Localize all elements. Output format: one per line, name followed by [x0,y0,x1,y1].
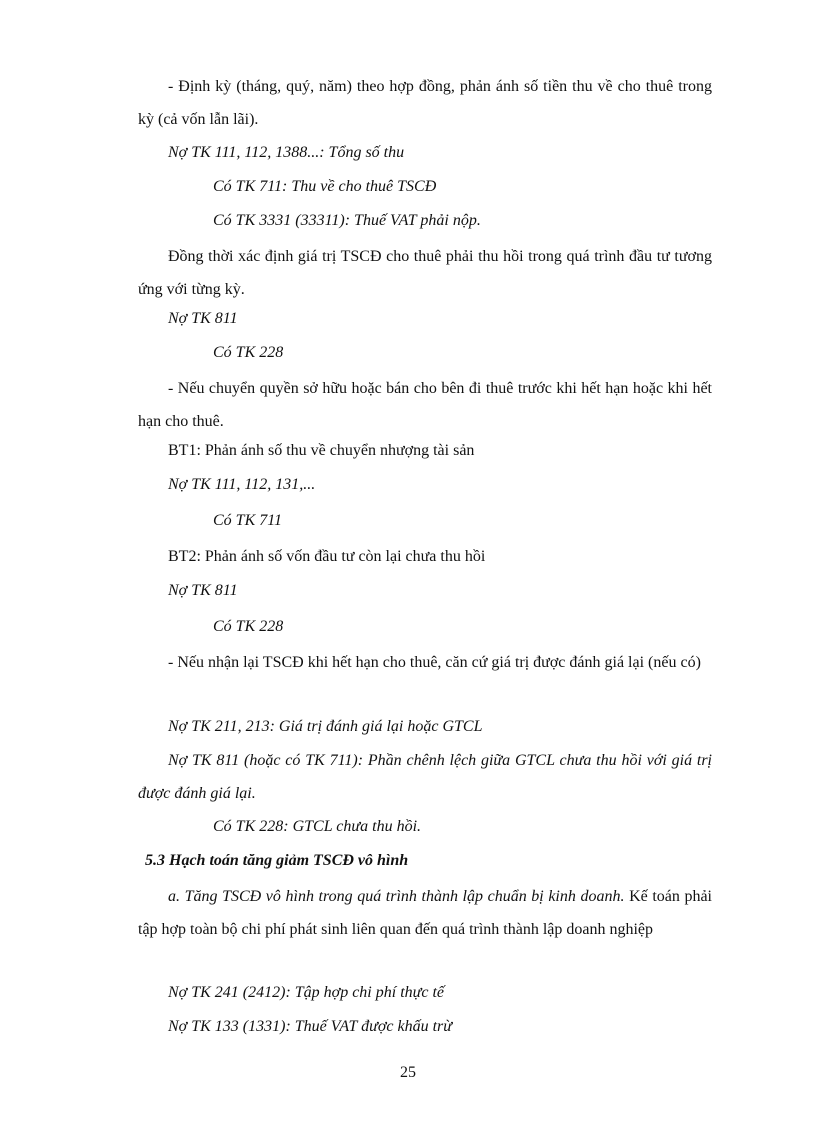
paragraph-recover-value: Đồng thời xác định giá trị TSCĐ cho thuê phải thu hồi trong quá trình đầu tư tương ứng với từng kỳ. [138,248,712,298]
paragraph-bt1: BT1: Phản ánh số thu về chuyển nhượng tài sản [168,442,475,459]
paragraph-transfer-ownership: - Nếu chuyển quyền sở hữu hoặc bán cho bên đi thuê trước khi hết hạn hoặc khi hết hạn cho thuê. [138,380,712,430]
entry-debit-total-receipts: Nợ TK 111, 112, 1388...: Tổng số thu [168,144,405,161]
entry-debit-111-112-131: Nợ TK 111, 112, 131,... [168,476,316,493]
entry-debit-811-diff: Nợ TK 811 (hoặc có TK 711): Phần chênh lệch giữa GTCL chưa thu hồi với giá trị được đánh giá lại. [138,752,712,802]
paragraph-receive-back: - Nếu nhận lại TSCĐ khi hết hạn cho thuê, căn cứ giá trị được đánh giá lại (nếu có) [168,654,701,671]
paragraph-intangible-increase [138,880,712,946]
paragraph-periodic-rent: - Định kỳ (tháng, quý, năm) theo hợp đồng, phản ánh số tiền thu về cho thuê trong kỳ (cả vốn lẫn lãi). [138,78,712,128]
paragraph-intangible-lead: a. Tăng TSCĐ vô hình trong quá trình thành lập chuẩn bị kinh doanh. [168,888,625,905]
entry-debit-133: Nợ TK 133 (1331): Thuế VAT được khấu trừ [168,1018,453,1035]
page-number: 25 [400,1064,416,1081]
section-heading-5-3: 5.3 Hạch toán tăng giảm TSCĐ vô hình [145,852,409,869]
entry-credit-228-gtcl: Có TK 228: GTCL chưa thu hồi. [213,818,422,835]
entry-debit-811-b: Nợ TK 811 [168,582,238,599]
entry-debit-211-213: Nợ TK 211, 213: Giá trị đánh giá lại hoặc GTCL [168,718,483,735]
entry-credit-711: Có TK 711: Thu về cho thuê TSCĐ [213,178,437,195]
entry-credit-228: Có TK 228 [213,344,284,361]
entry-credit-711-b: Có TK 711 [213,512,283,529]
entry-debit-241: Nợ TK 241 (2412): Tập hợp chi phí thực tế [168,984,445,1001]
paragraph-bt2: BT2: Phản ánh số vốn đầu tư còn lại chưa thu hồi [168,548,486,565]
entry-debit-811: Nợ TK 811 [168,310,238,327]
paragraph-intangible-tail: Kế toán phải tập hợp toàn bộ chi phí phát sinh liên quan đến quá trình thành lập doanh nghiệp [138,888,712,938]
entry-credit-3331: Có TK 3331 (33311): Thuế VAT phải nộp. [213,212,481,229]
entry-credit-228-b: Có TK 228 [213,618,284,635]
